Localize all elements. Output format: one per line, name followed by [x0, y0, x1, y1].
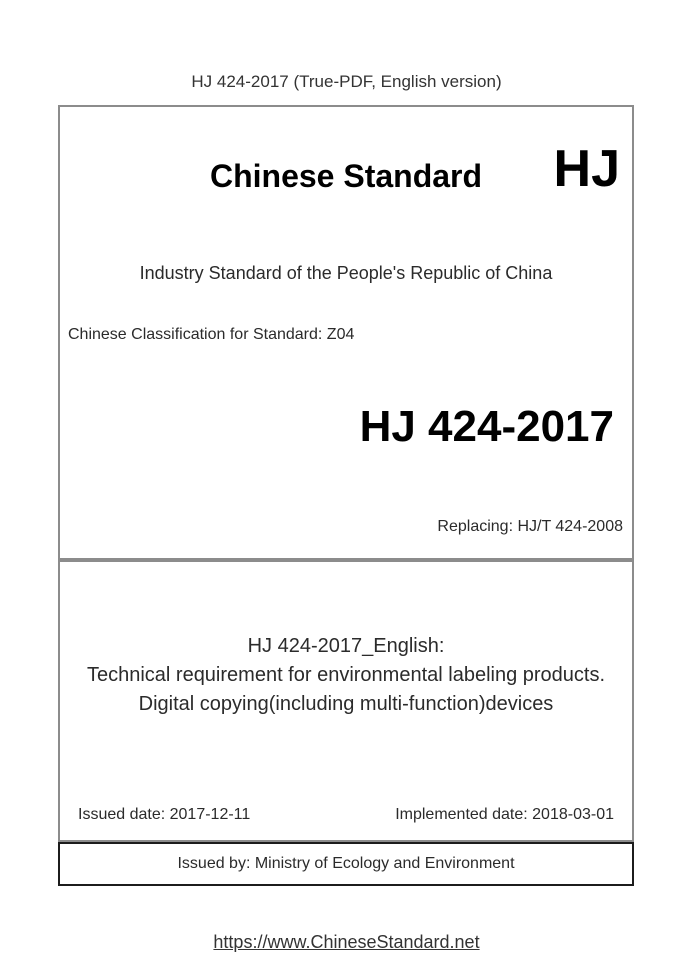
standard-prefix-code: HJ: [553, 140, 620, 198]
replacing-line: Replacing: HJ/T 424-2008: [437, 518, 623, 535]
standard-number: HJ 424-2017: [359, 402, 614, 451]
standard-type-line: Industry Standard of the People's Republic of China: [139, 263, 553, 283]
title-line-3: Digital copying(including multi-function)devices: [138, 693, 554, 715]
issuer-panel: [58, 842, 634, 886]
title-line-2: Technical requirement for environmental labeling products.: [86, 664, 606, 686]
issued-date: Issued date: 2017-12-11: [78, 806, 251, 823]
classification-line: Chinese Classification for Standard: Z04: [68, 326, 355, 343]
cover-top-panel: [58, 105, 634, 560]
implemented-date: Implemented date: 2018-03-01: [395, 806, 614, 823]
dates-row: [60, 805, 632, 824]
title-line-1: HJ 424-2017_English:: [247, 635, 445, 657]
footer-link-wrap: [0, 932, 693, 954]
page-header-note: HJ 424-2017 (True-PDF, English version): [191, 72, 502, 91]
issued-by-line: Issued by: Ministry of Ecology and Environment: [177, 855, 515, 872]
cover-middle-panel: [58, 560, 634, 842]
website-link[interactable]: https://www.ChineseStandard.net: [213, 932, 480, 952]
standard-title-block: [60, 632, 632, 719]
brand-title: Chinese Standard: [209, 158, 483, 194]
